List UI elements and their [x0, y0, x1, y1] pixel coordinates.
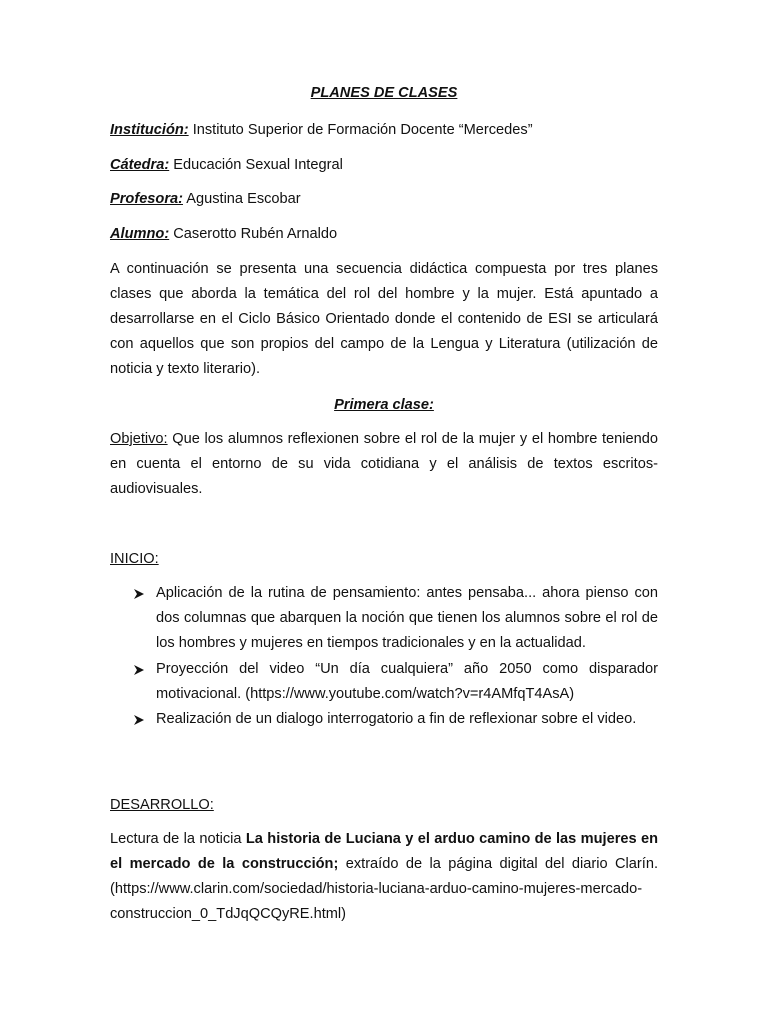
- list-item: [133, 707, 658, 732]
- institucion-value: Instituto Superior de Formación Docente “Mercedes”: [188, 122, 533, 138]
- profesora-field: [110, 191, 658, 207]
- desarrollo-post: extraído de la página digital del diario Clarín. (https://www.clarin.com/sociedad/historia-luciana-arduo-camino-mujeres-mercado-construccion_0_TdJqQCQyRE.html): [110, 856, 658, 922]
- inicio-list: [133, 581, 658, 732]
- list-item: [133, 581, 658, 657]
- catedra-field: [110, 157, 658, 173]
- noticia-title: La historia de Luciana y el arduo camino de las mujeres en el mercado de la construcción;: [110, 831, 658, 872]
- inicio-item-text: Realización de un dialogo interrogatorio a fin de reflexionar sobre el video.: [156, 711, 637, 728]
- desarrollo-heading: DESARROLLO:: [110, 797, 214, 813]
- objetivo-paragraph: [110, 427, 658, 502]
- alumno-label: Alumno:: [110, 226, 170, 242]
- inicio-heading: INICIO:: [110, 551, 159, 567]
- profesora-value: Agustina Escobar: [183, 191, 301, 207]
- inicio-item-text: Proyección del video “Un día cualquiera” año 2050 como disparador motivacional. (https://www.youtube.com/watch?v=r4AMfqT4AsA): [156, 660, 658, 702]
- catedra-value: Educación Sexual Integral: [169, 157, 343, 173]
- profesora-label: Profesora:: [110, 191, 183, 207]
- desarrollo-pre: Lectura de la noticia: [110, 831, 246, 847]
- objetivo-text: Que los alumnos reflexionen sobre el rol de la mujer y el hombre teniendo en cuenta el entorno de su vida cotidiana y el análisis de textos escritos- audiovisuales.: [110, 431, 658, 497]
- alumno-value: Caserotto Rubén Arnaldo: [169, 226, 338, 242]
- arrow-bullet-icon: [133, 714, 145, 726]
- intro-paragraph: A continuación se presenta una secuencia didáctica compuesta por tres planes clases que aborda la temática del rol del hombre y la mujer. Está apuntado a desarrollarse en el Ciclo Básico Orientado donde el contenido de ESI se articulará con aquellos que son propios del campo de la Lengua y Literatura (utilización de noticia y texto literario).: [110, 261, 658, 377]
- inicio-item-text: Aplicación de la rutina de pensamiento: antes pensaba... ahora pienso con dos columnas que abarquen la noción que tienen los alumnos sobre el rol de los hombres y mujeres en tiempos tradicionales y en la actualidad.: [156, 585, 658, 652]
- arrow-bullet-icon: [133, 664, 145, 676]
- document-title: PLANES DE CLASES: [310, 85, 458, 101]
- alumno-field: [110, 226, 658, 242]
- arrow-bullet-icon: [133, 588, 145, 600]
- institucion-field: [110, 122, 658, 138]
- desarrollo-paragraph: [110, 827, 658, 927]
- institucion-label: Institución:: [110, 122, 189, 138]
- primera-clase-heading: Primera clase:: [334, 397, 434, 413]
- objetivo-label: Objetivo:: [110, 431, 168, 447]
- catedra-label: Cátedra:: [110, 157, 170, 173]
- list-item: [133, 657, 658, 707]
